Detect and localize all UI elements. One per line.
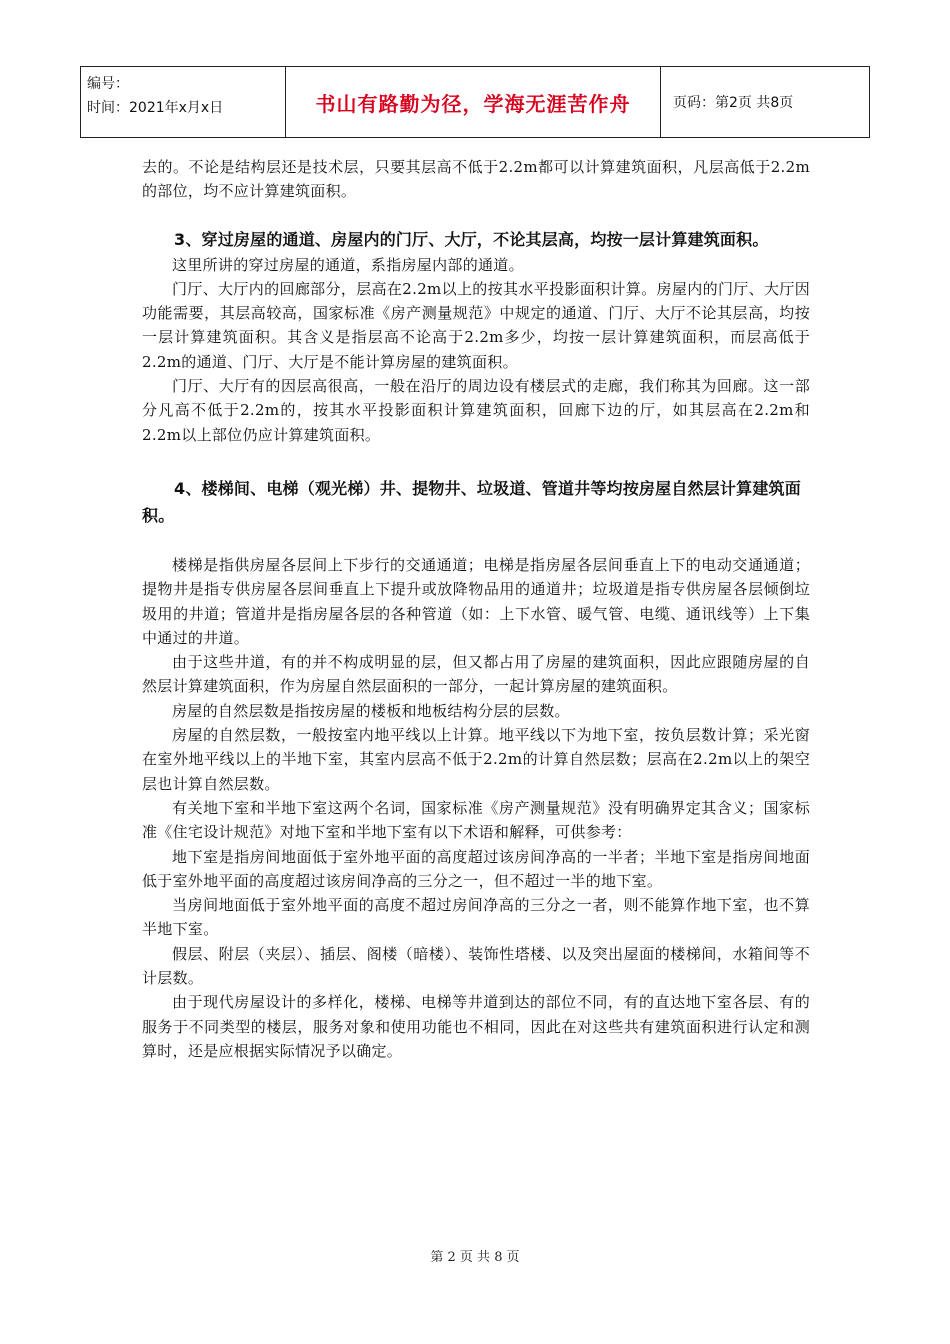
date-label: 时间：2021年x月x日	[87, 100, 224, 116]
motto-text: 书山有路勤为径，学海无涯苦作舟	[315, 91, 631, 116]
paragraph: 当房间地面低于室外地平面的高度不超过房间净高的三分之一者，则不能算作地下室，也不算半地下室。	[142, 896, 810, 939]
paragraph: 房屋的自然层数，一般按室内地平线以上计算。地平线以下为地下室，按负层数计算；采光窗在室外地平线以上的半地下室，其室内层高不低于2.2m的计算自然层数；层高在2.2m以上的架空层也计算自然层数。	[142, 726, 810, 793]
paragraph: 房屋的自然层数是指按房屋的楼板和地板结构分层的层数。	[172, 701, 570, 720]
page-number-label: 页码：第2页 共8页	[673, 95, 794, 111]
document-body	[142, 155, 810, 1063]
paragraph: 由于这些井道，有的并不构成明显的层，但又都占用了房屋的建筑面积，因此应跟随房屋的自然层计算建筑面积，作为房屋自然层面积的一部分，一起计算房屋的建筑面积。	[142, 653, 810, 696]
paragraph: 这里所讲的穿过房屋的通道，系指房屋内部的通道。	[172, 255, 524, 274]
section-heading-3: 3、穿过房屋的通道、房屋内的门厅、大厅，不论其层高，均按一层计算建筑面积。	[174, 229, 769, 249]
paragraph: 楼梯是指供房屋各层间上下步行的交通通道；电梯是指房屋各层间垂直上下的电动交通通道；提物井是指专供房屋各层间垂直上下提升或放降物品用的通道井；垃圾道是指专供房屋各层倾倒垃圾用的井道；管道井是指房屋各层的各种管道（如：上下水管、暖气管、电缆、通讯线等）上下集中通过的井道。	[142, 555, 810, 647]
header-motto-cell	[286, 67, 661, 137]
paragraph: 有关地下室和半地下室这两个名词，国家标准《房产测量规范》没有明确界定其含义；国家标准《住宅设计规范》对地下室和半地下室有以下术语和解释，可供参考：	[142, 798, 810, 842]
header-meta-cell	[81, 67, 286, 137]
page-footer	[0, 1246, 950, 1265]
paragraph: 地下室是指房间地面低于室外地平面的高度超过该房间净高的一半者；半地下室是指房间地面低于室外地平面的高度超过该房间净高的三分之一，但不超过一半的地下室。	[142, 847, 810, 890]
paragraph: 由于现代房屋设计的多样化，楼梯、电梯等井道到达的部位不同，有的直达地下室各层、有的服务于不同类型的楼层，服务对象和使用功能也不相同，因此在对这些共有建筑面积进行认定和测算时，还是应根据实际情况予以确定。	[142, 993, 810, 1060]
paragraph: 门厅、大厅内的回廊部分，层高在2.2m以上的按其水平投影面积计算。房屋内的门厅、大厅因功能需要，其层高较高，国家标准《房产测量规范》中规定的通道、门厅、大厅不论其层高，均按一层计算建筑面积。其含义是指层高不论高于2.2m多少，均按一层计算建筑面积，而层高低于2.2m的通道、门厅、大厅是不能计算房屋的建筑面积。	[142, 279, 810, 371]
footer-page-number: 第 2 页 共 8 页	[430, 1250, 520, 1265]
paragraph: 去的。不论是结构层还是技术层，只要其层高不低于2.2m都可以计算建筑面积，凡层高低于2.2m的部位，均不应计算建筑面积。	[142, 158, 810, 201]
paragraph: 假层、附层（夹层）、插层、阁楼（暗楼）、装饰性塔楼、以及突出屋面的楼梯间，水箱间等不计层数。	[142, 944, 810, 988]
paragraph: 门厅、大厅有的因层高很高，一般在沿厅的周边设有楼层式的走廊，我们称其为回廊。这一部分凡高不低于2.2m的，按其水平投影面积计算建筑面积，回廊下边的厅，如其层高在2.2m和2.2m以上部位仍应计算建筑面积。	[142, 377, 810, 444]
code-label: 编号：	[87, 76, 129, 92]
section-heading-4: 4、楼梯间、电梯（观光梯）井、提物井、垃圾道、管道井等均按房屋自然层计算建筑面积。	[142, 478, 801, 525]
header-page-cell	[661, 67, 869, 137]
document-header-table	[80, 66, 870, 138]
